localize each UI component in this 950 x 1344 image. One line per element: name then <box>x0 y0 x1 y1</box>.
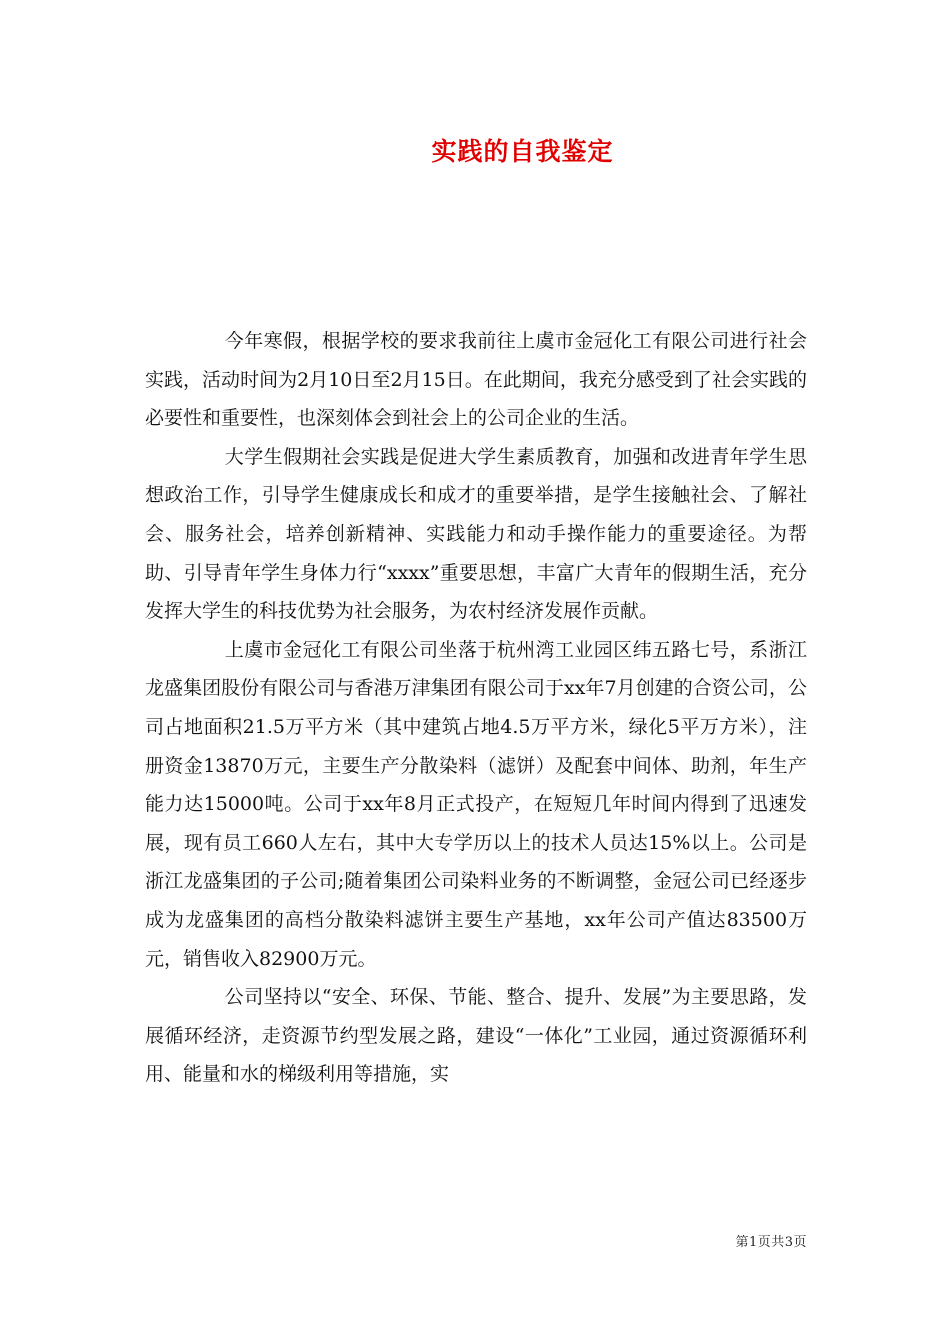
paragraph-4: 公司坚持以“安全、环保、节能、整合、提升、发展”为主要思路，发展循环经济，走资源节约型发展之路，建设“一体化”工业园，通过资源循环利用、能量和水的梯级利用等措施，实 <box>145 986 807 1086</box>
paragraph-3: 上虞市金冠化工有限公司坐落于杭州湾工业园区纬五路七号，系浙江龙盛集团股份有限公司与香港万津集团有限公司于xx年7月创建的合资公司，公司占地面积21.5万平方米（其中建筑占地4.5万平方米，绿化5平万方米），注册资金13870万元，主要生产分散染料（滤饼）及配套中间体、助剂，年生产能力达15000吨。公司于xx年8月正式投产，在短短几年时间内得到了迅速发展，现有员工660人左右，其中大专学历以上的技术人员达15%以上。公司是浙江龙盛集团的子公司;随着集团公司染料业务的不断调整，金冠公司已经逐步成为龙盛集团的高档分散染料滤饼主要生产基地，xx年公司产值达83500万元，销售收入82900万元。 <box>145 638 807 970</box>
page-title: 实践的自我鉴定 <box>431 137 614 166</box>
paragraph-1: 今年寒假，根据学校的要求我前往上虞市金冠化工有限公司进行社会实践，活动时间为2月10日至2月15日。在此期间，我充分感受到了社会实践的必要性和重要性，也深刻体会到社会上的公司企业的生活。 <box>145 330 807 430</box>
page-number-footer: 第1页共3页 <box>735 1235 807 1250</box>
document-body <box>145 322 807 1094</box>
paragraph-2: 大学生假期社会实践是促进大学生素质教育，加强和改进青年学生思想政治工作，引导学生健康成长和成才的重要举措，是学生接触社会、了解社会、服务社会，培养创新精神、实践能力和动手操作能力的重要途径。为帮助、引导青年学生身体力行“xxxx”重要思想，丰富广大青年的假期生活，充分发挥大学生的科技优势为社会服务，为农村经济发展作贡献。 <box>145 445 807 623</box>
